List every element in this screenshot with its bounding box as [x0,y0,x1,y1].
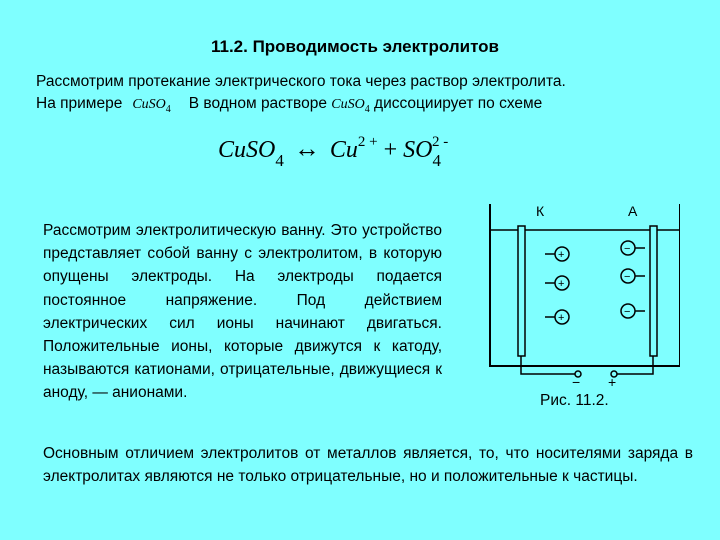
anion-3 [621,304,645,318]
anion-1 [621,241,645,255]
reversible-arrow: ↔ [293,134,320,163]
intro-suffix: диссоциирует по схеме [374,95,543,112]
anion-2 [621,269,645,283]
anode-electrode [650,226,657,356]
intro-middle: В водном растворе [188,95,327,112]
svg-text:+: + [558,278,565,290]
svg-text:−: − [624,306,631,318]
cathode-label: К [536,203,545,219]
cation-1 [545,247,569,261]
conclusion-paragraph: Основным отличием электролитов от металлов является, то, что носителями заряда в электролитах являются не только отрицательные, но и положительные к частицы. [43,445,693,485]
intro-prefix: На примере [36,95,123,112]
intro-line-1: Рассмотрим протекание электрического тока через раствор электролита. [36,73,566,90]
inline-formula-cuso4-b: CuSO$_4$ [331,97,370,115]
svg-text:−: − [624,271,631,283]
bath-description: Рассмотрим электролитическую ванну. Это устройство представляет собой ванну с электролитом, в которую опущены электроды. На электроды подается постоянное напряжение. Под действием электрических сил ионы начинают двигаться. Положительные ионы, которые движутся к катоду, называются катионами, отрицательные, движущиеся к аноду, — анионами. [43,222,442,402]
cation-3 [545,310,569,324]
cation-2 [545,276,569,290]
intro-line-2 [36,93,688,121]
terminal-plus-label: + [608,374,617,386]
dissociation-equation: CuSO$_4$ ↔ $Cu^{2 +} + SO_4^{2 -}$ [218,134,449,170]
svg-text:−: − [624,243,631,255]
intro-paragraph [36,71,688,121]
svg-text:+: + [558,312,565,324]
svg-text:+: + [558,249,565,261]
cathode-electrode [518,226,525,356]
page-title: 11.2. Проводимость электролитов [210,37,500,56]
electrolytic-bath-diagram [480,196,680,386]
anode-label: А [628,203,638,219]
inline-formula-cuso4-a: CuSO$_4$ [132,97,171,115]
figure-caption: Рис. 11.2. [540,392,609,409]
terminal-minus-label: − [572,374,581,386]
